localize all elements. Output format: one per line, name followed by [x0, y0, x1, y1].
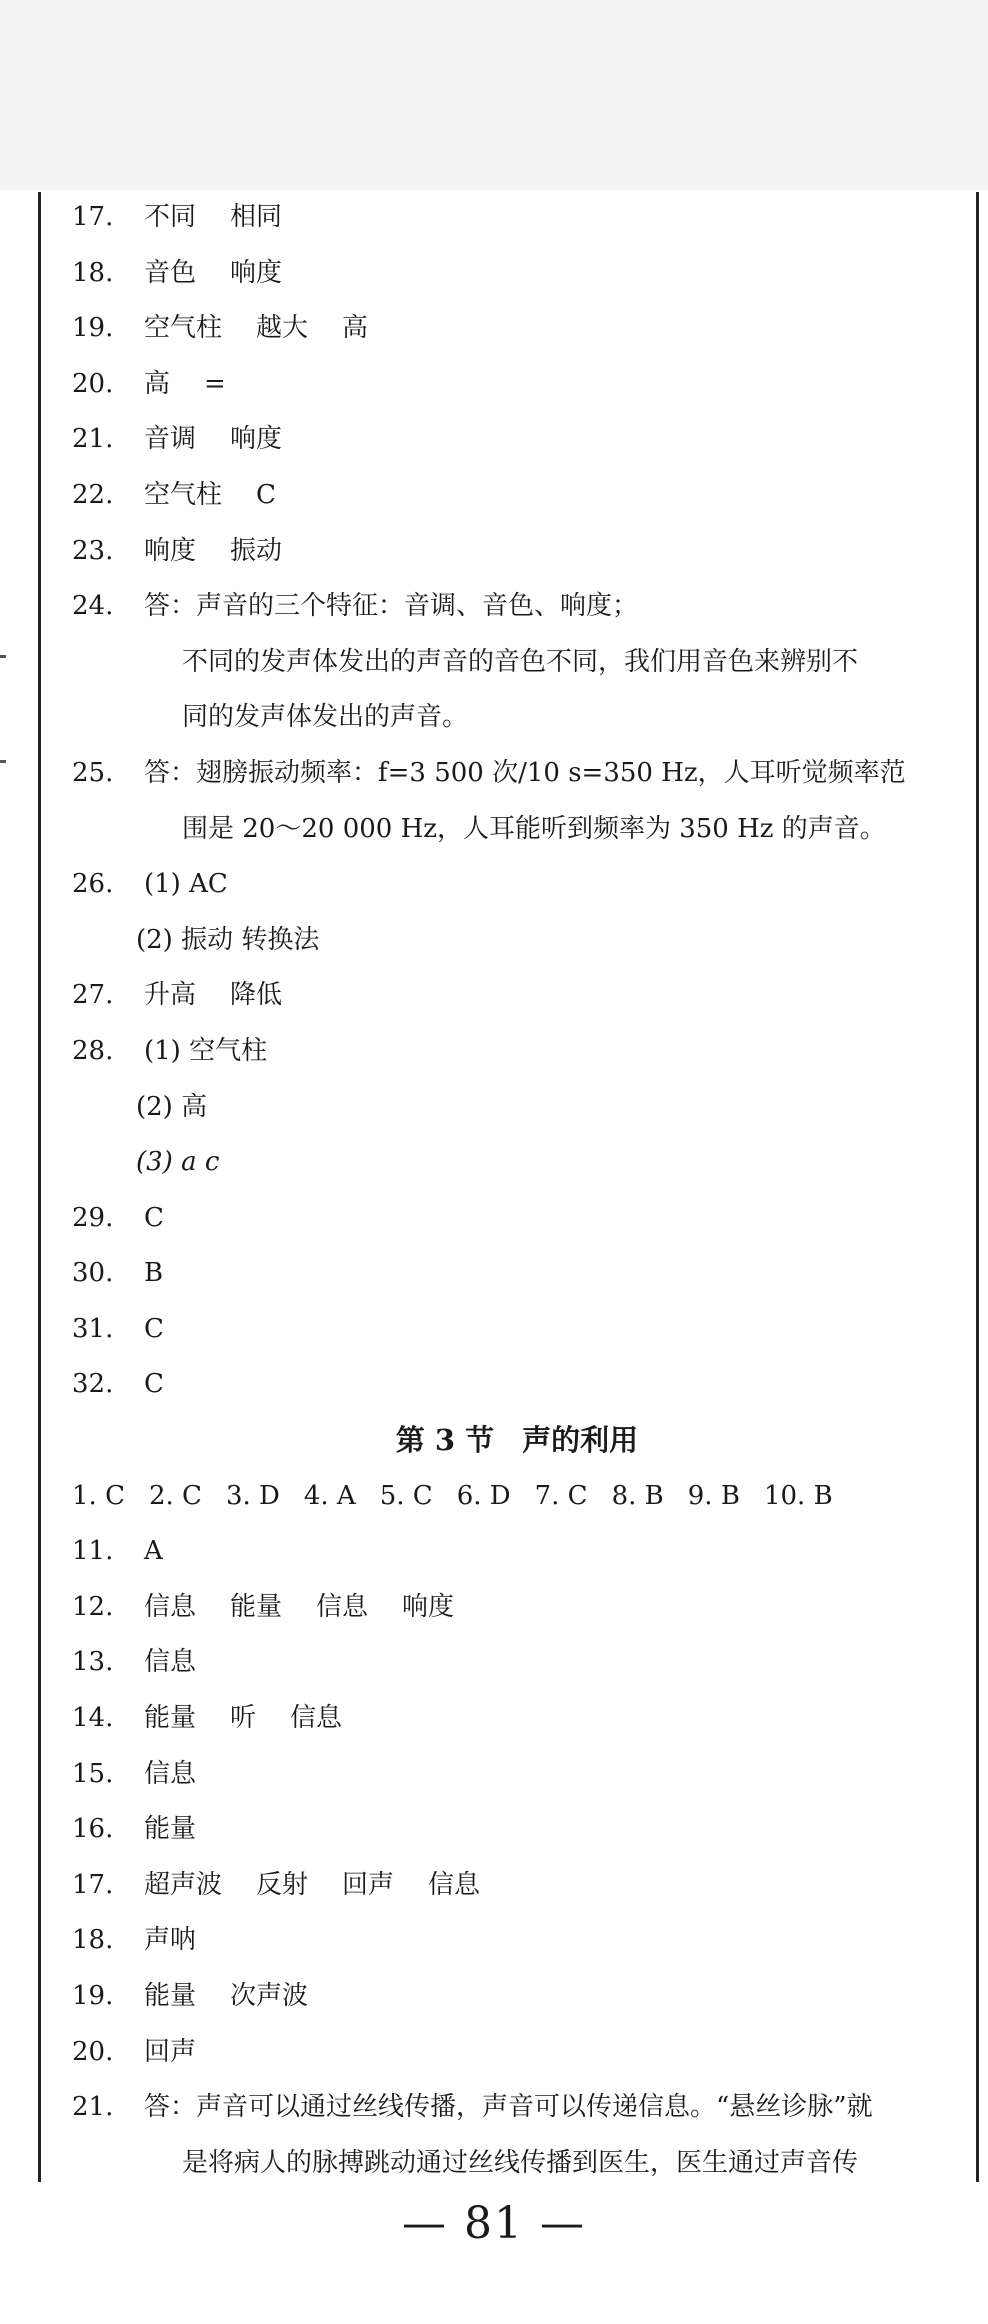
question-number: 28.: [72, 1035, 114, 1066]
answer-value: 响度: [402, 1591, 455, 1622]
answer-row: 31. C: [72, 1302, 962, 1358]
answer-value: 回声: [144, 2036, 197, 2067]
answer-row: [72, 1635, 962, 1691]
answer-row: 30. B: [72, 1246, 962, 1302]
answer-value: 声呐: [144, 1925, 197, 1956]
answer-value: 越大: [256, 313, 309, 344]
question-number: 20.: [72, 2036, 114, 2067]
multiple-choice-answers: [72, 1469, 962, 1525]
question-number: 29.: [72, 1202, 114, 1233]
answer-text: 答：翅膀振动频率：f=3 500 次/10 s=350 Hz，人耳听觉频率范: [144, 757, 906, 788]
question-number: 24.: [72, 591, 114, 622]
answer-continuation: 不同的发声体发出的声音的音色不同，我们用音色来辨别不: [182, 646, 859, 677]
question-number: 17.: [72, 1869, 114, 1900]
answer-value: 信息: [428, 1869, 481, 1900]
answer-value: 振动: [230, 535, 283, 566]
answer-value: 升高: [144, 980, 197, 1011]
answer-row: 29. C: [72, 1191, 962, 1247]
answer-value: 能量: [144, 1814, 197, 1845]
question-number: 16.: [72, 1814, 114, 1845]
answer-row: [72, 1580, 962, 1636]
question-number: 30.: [72, 1258, 114, 1289]
answer-row: [72, 357, 962, 413]
answer-value: 5. C: [379, 1480, 433, 1511]
answer-value: C: [256, 479, 276, 510]
binding-mark: [0, 655, 6, 658]
answer-value: 超声波: [144, 1869, 223, 1900]
answer-value: 4. A: [303, 1480, 356, 1511]
answer-value: 反射: [256, 1869, 309, 1900]
question-number: 19.: [72, 313, 114, 344]
question-number: 18.: [72, 1925, 114, 1956]
answer-value: 音色: [144, 257, 197, 288]
answer-row: [72, 524, 962, 580]
answer-value: 能量: [144, 1981, 197, 2011]
answer-row: [72, 1969, 962, 2025]
binding-mark: [0, 760, 6, 763]
answer-row: [72, 579, 962, 635]
answer-value: 高: [342, 313, 369, 344]
answer-row: [72, 1691, 962, 1747]
sub-answer: (1) 空气柱: [144, 1035, 268, 1066]
answer-value: A: [144, 1536, 163, 1567]
answer-row: [72, 968, 962, 1024]
answer-value: 次声波: [230, 1981, 309, 2011]
answer-row: [72, 246, 962, 302]
answer-row: [72, 1913, 962, 1969]
sub-answer: (1) AC: [144, 869, 228, 900]
question-number: 20.: [72, 368, 114, 399]
answer-row: [72, 1802, 962, 1858]
answer-value: 高: [144, 368, 171, 399]
answer-value: 回声: [342, 1869, 395, 1900]
question-number: 21.: [72, 424, 114, 455]
question-number: 21.: [72, 2092, 114, 2123]
answer-text: 答：声音的三个特征：音调、音色、响度；: [144, 591, 639, 622]
answer-row: [72, 468, 962, 524]
sub-answer: (2) 高: [136, 1091, 208, 1122]
answer-value: 响度: [230, 257, 283, 288]
answer-value: 3. D: [225, 1480, 280, 1511]
answer-continuation: 同的发声体发出的声音。: [182, 702, 469, 733]
question-number: 26.: [72, 869, 114, 900]
answer-value: 听: [230, 1703, 257, 1734]
answer-text: 答：声音可以通过丝线传播，声音可以传递信息。“悬丝诊脉”就: [144, 2092, 873, 2123]
answer-row: [72, 857, 962, 913]
answer-value: =: [204, 368, 226, 399]
answer-row: 32. C: [72, 1357, 962, 1413]
right-margin-rule: [976, 192, 979, 2182]
answer-row: [72, 1747, 962, 1803]
top-margin-band: [0, 0, 988, 190]
question-number: 11.: [72, 1536, 114, 1567]
question-number: 23.: [72, 535, 114, 566]
answer-row: [72, 1858, 962, 1914]
sub-answer: (3) a c: [136, 1147, 220, 1178]
question-number: 32.: [72, 1369, 114, 1400]
sub-answer: (2) 振动 转换法: [136, 924, 320, 955]
answer-row: [72, 1524, 962, 1580]
answer-value: 空气柱: [144, 479, 223, 510]
question-number: 14.: [72, 1703, 114, 1734]
answer-value: 信息: [316, 1591, 369, 1622]
answer-continuation: 围是 20～20 000 Hz，人耳能听到频率为 350 Hz 的声音。: [182, 813, 886, 844]
answer-value: 降低: [230, 980, 283, 1011]
answer-value: 2. C: [148, 1480, 202, 1511]
page-number: — 81 —: [402, 2198, 586, 2249]
answer-row: [72, 190, 962, 246]
answer-value: 信息: [290, 1703, 343, 1734]
answer-value: 能量: [144, 1703, 197, 1734]
answer-value: 音调: [144, 424, 197, 455]
question-number: 17.: [72, 202, 114, 232]
question-number: 12.: [72, 1591, 114, 1622]
question-number: 27.: [72, 980, 114, 1011]
question-number: 15.: [72, 1758, 114, 1789]
answer-row: [72, 746, 962, 802]
answer-value: 信息: [144, 1758, 197, 1789]
question-number: 22.: [72, 479, 114, 510]
answer-row: [72, 2080, 962, 2136]
question-number: 31.: [72, 1313, 114, 1344]
answer-continuation: 是将病人的脉搏跳动通过丝线传播到医生，医生通过声音传: [182, 2147, 859, 2178]
answer-value: 空气柱: [144, 313, 223, 344]
answer-row: [72, 301, 962, 357]
answer-value: 6. D: [456, 1480, 511, 1511]
answer-value: 10. B: [763, 1480, 833, 1511]
answer-value: 8. B: [611, 1480, 664, 1511]
question-number: 13.: [72, 1647, 114, 1678]
question-number: 19.: [72, 1981, 114, 2011]
answer-value: 不同: [144, 202, 197, 232]
answer-value: 7. C: [534, 1480, 588, 1511]
answer-value: 9. B: [687, 1480, 740, 1511]
answer-value: 响度: [230, 424, 283, 455]
answer-row: [72, 2025, 962, 2081]
answer-value: 1. C: [72, 1480, 125, 1511]
section-title: 第 3 节 声的利用: [395, 1423, 639, 1458]
left-margin-rule: [38, 192, 41, 2182]
answer-value: 相同: [230, 202, 283, 232]
answer-key-content: [72, 190, 962, 2191]
answer-value: 信息: [144, 1591, 197, 1622]
answer-value: 能量: [230, 1591, 283, 1622]
answer-value: 响度: [144, 535, 197, 566]
answer-row: [72, 412, 962, 468]
answer-row: [72, 1024, 962, 1080]
question-number: 18.: [72, 257, 114, 288]
question-number: 25.: [72, 757, 114, 788]
answer-value: 信息: [144, 1647, 197, 1678]
